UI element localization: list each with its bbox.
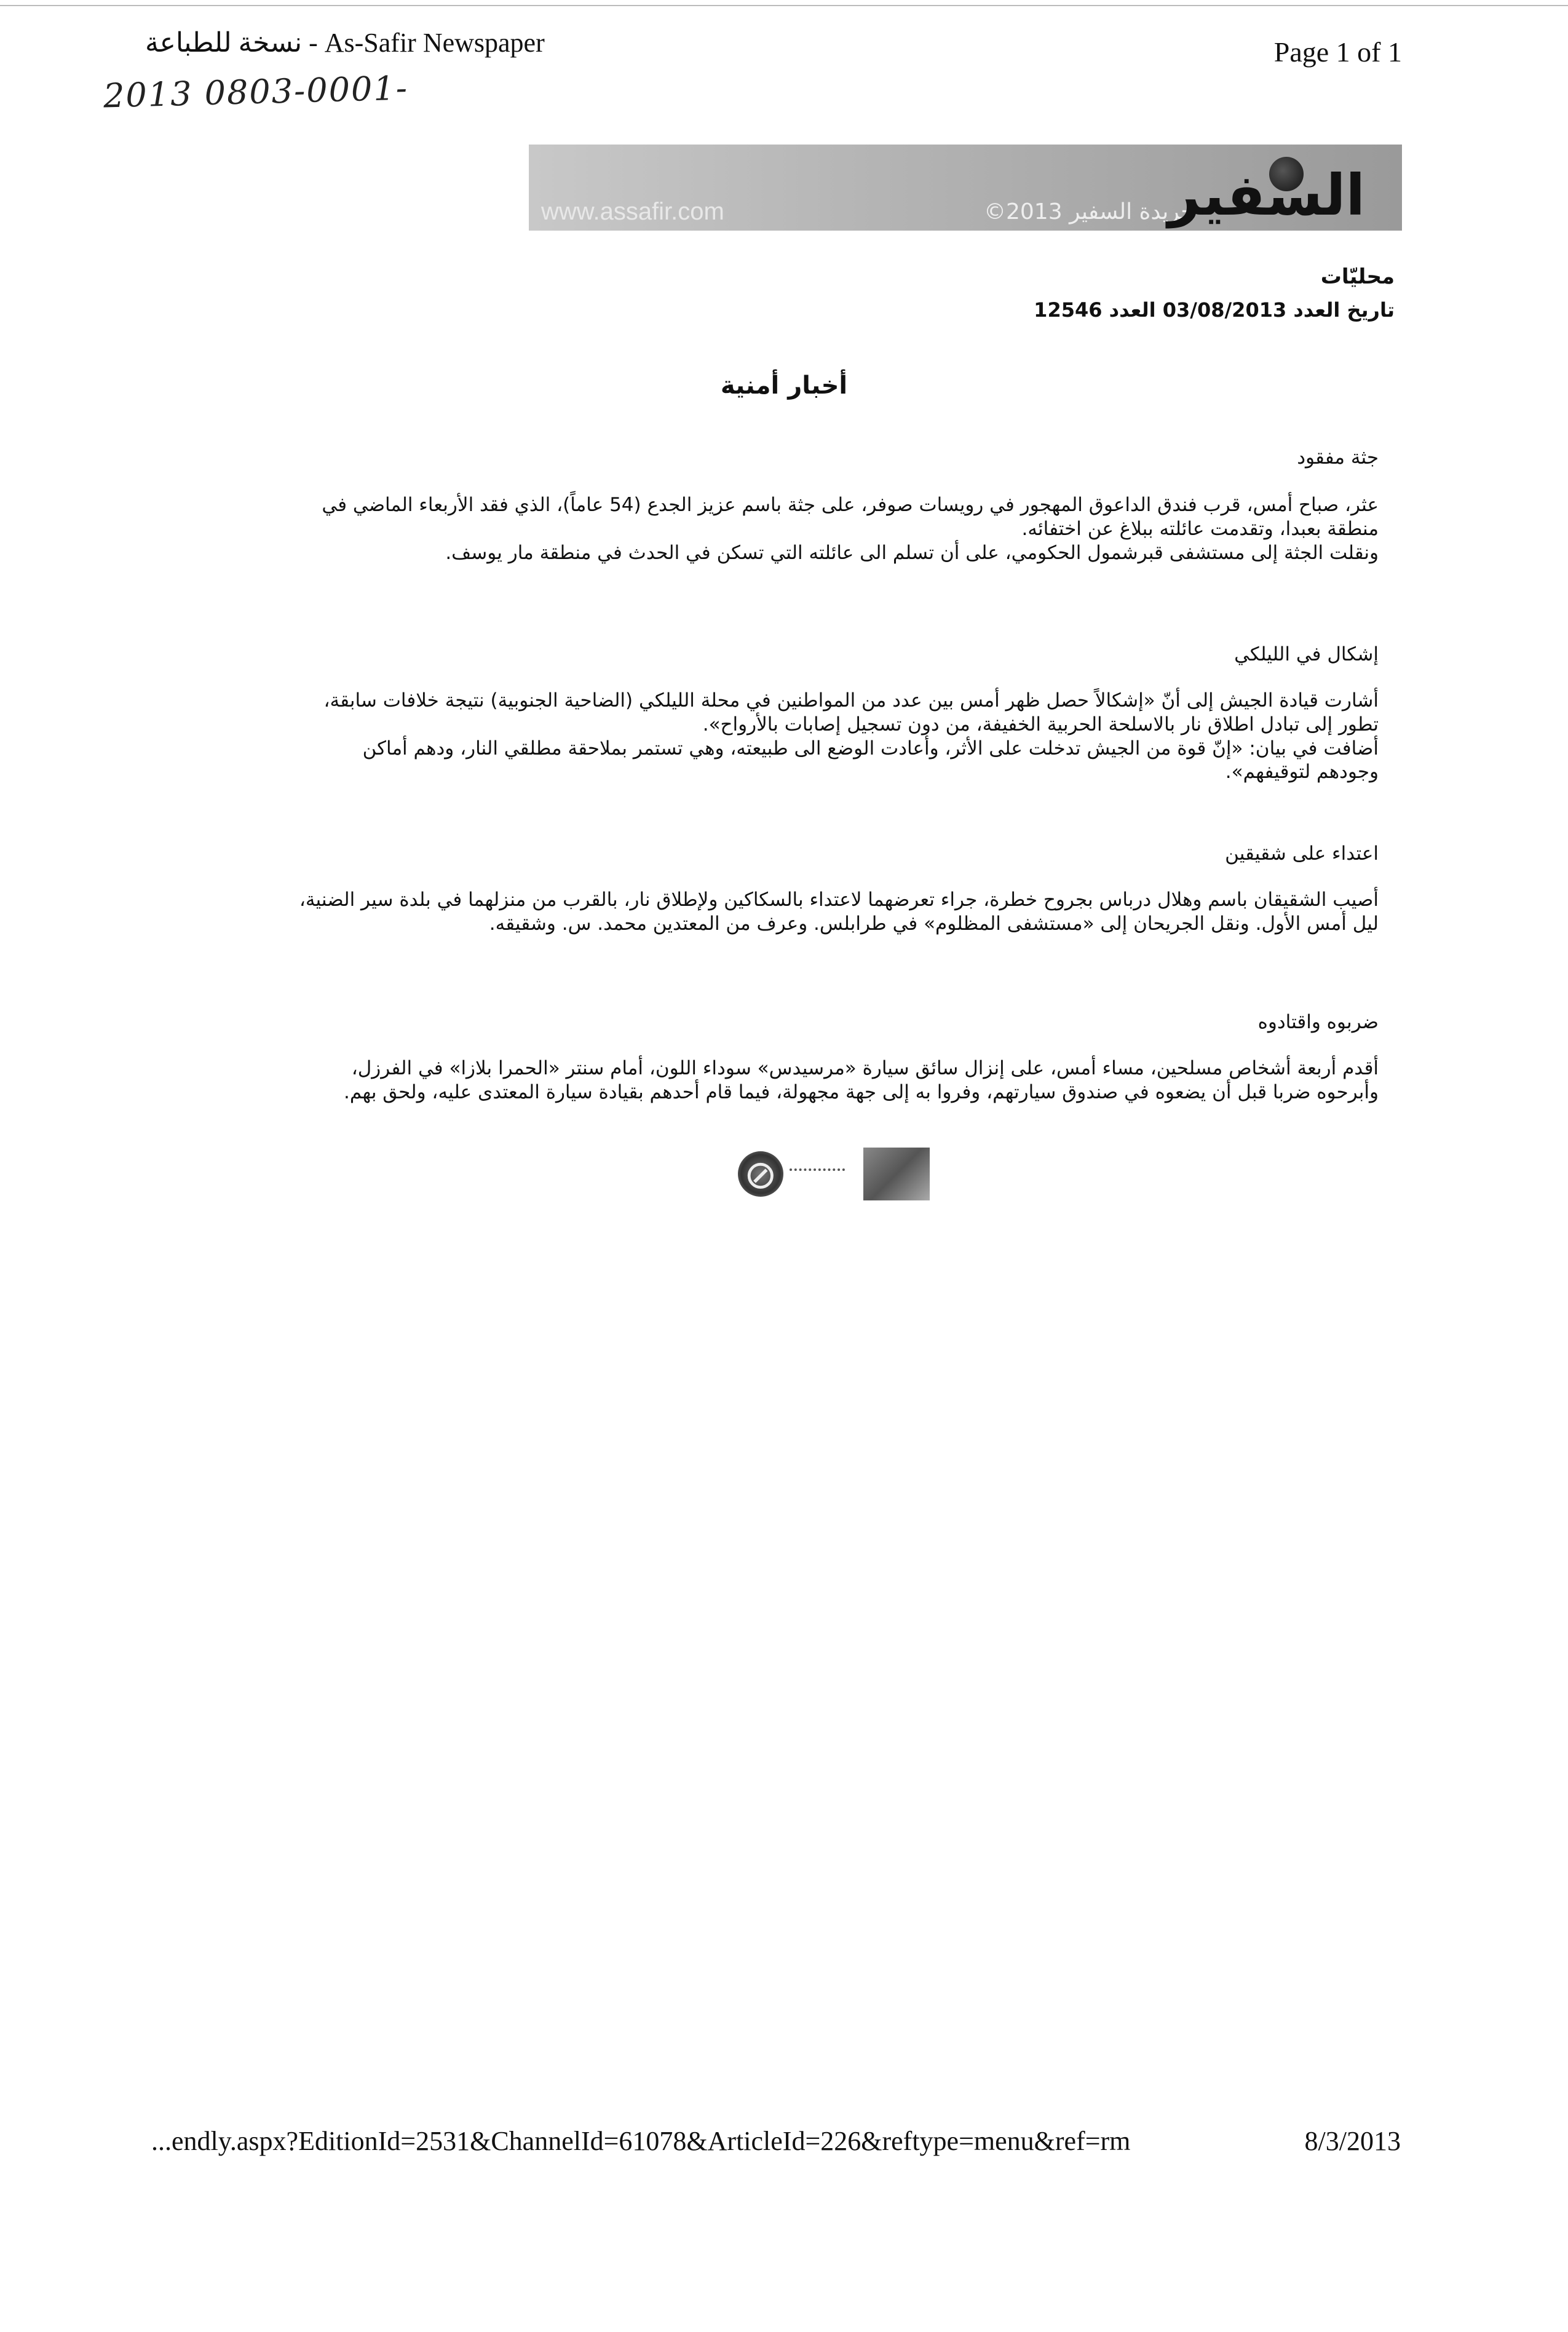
newspaper-banner — [529, 145, 1402, 231]
page-number: Page 1 of 1 — [1273, 36, 1402, 68]
issue-line: تاريخ العدد 03/08/2013 العدد 12546 — [1034, 298, 1395, 322]
item-body — [299, 1057, 1379, 1105]
item-title: جثة مفقود — [1297, 446, 1379, 469]
item-body — [299, 493, 1379, 565]
banner-url: www.assafir.com — [541, 198, 724, 225]
item-body — [299, 888, 1379, 936]
item-title: إشكال في الليلكي — [1234, 643, 1379, 665]
thumbnail-photo-icon: ⊘ — [738, 1151, 783, 1197]
newspaper-logo: السفير — [1168, 162, 1365, 228]
print-title: نسخة للطباعة - As-Safir Newspaper — [145, 28, 545, 58]
footer-url: ...endly.aspx?EditionId=2531&ChannelId=61078&ArticleId=226&reftype=menu&ref=rm — [151, 2126, 1131, 2156]
item-paragraph: عثر، صباح أمس، قرب فندق الداعوق المهجور في رويسات صوفر، على جثة باسم عزيز الجدع (54 عاماً)، الذي فقد الأربعاء الماضي في منطقة بعبدا، وتقدمت عائلته ببلاغ عن اختفائه. — [322, 494, 1379, 540]
item-body — [299, 689, 1379, 784]
handwritten-reference: 2013 0803-0001- — [103, 68, 409, 116]
section-label: محليّات — [1320, 264, 1395, 289]
thumbnail-photo-icon — [863, 1148, 930, 1200]
item-title: ضربوه واقتادوه — [1257, 1011, 1379, 1033]
item-paragraph: أقدم أربعة أشخاص مسلحين، مساء أمس، على إنزال سائق سيارة «مرسيدس» سوداء اللون، أمام سنتر «الحمرا بلازا» في الفرزل، وأبرحوه ضربا قبل أن يضعوه في صندوق سيارتهم، وفروا به إلى جهة مجهولة، فيما قام أحدهم بقيادة سيارة المعتدى عليه، ولحق بهم. — [344, 1057, 1379, 1103]
dotted-connector — [790, 1168, 845, 1171]
top-rule — [0, 5, 1568, 6]
item-paragraph: أصيب الشقيقان باسم وهلال درباس بجروح خطرة، جراء تعرضهما لاعتداء بالسكاكين ولإطلاق نار، بالقرب من منزلهما في بلدة سير الضنية، ليل أمس الأول. ونقل الجريحان إلى «مستشفى المظلوم» في طرابلس. وعرف من المعتدين محمد. س. وشقيقه. — [299, 889, 1379, 935]
photo-strip — [738, 1148, 941, 1200]
item-paragraph: ونقلت الجثة إلى مستشفى قبرشمول الحكومي، على أن تسلم الى عائلته التي تسكن في الحدث في منطقة مار يوسف. — [445, 541, 1379, 564]
item-paragraph: أشارت قيادة الجيش إلى أنّ «إشكالاً حصل ظهر أمس بين عدد من المواطنين في محلة الليلكي (الضاحية الجنوبية) نتيجة خلافات سابقة، تطور إلى تبادل اطلاق نار بالاسلحة الحربية الخفيفة، من دون تسجيل إصابات بالأرواح». — [323, 689, 1379, 736]
article-title: أخبار أمنية — [720, 371, 848, 400]
banner-copyright: ©2013 جريدة السفير — [984, 199, 1195, 224]
item-title: اعتداء على شقيقين — [1225, 843, 1379, 865]
item-paragraph: أضافت في بيان: «إنّ قوة من الجيش تدخلت على الأثر، وأعادت الوضع الى طبيعته، وهي تستمر بملاحقة مطلقي النار، ودهم أماكن وجودهم لتوقيفهم». — [362, 737, 1379, 783]
footer-date: 8/3/2013 — [1304, 2126, 1401, 2156]
